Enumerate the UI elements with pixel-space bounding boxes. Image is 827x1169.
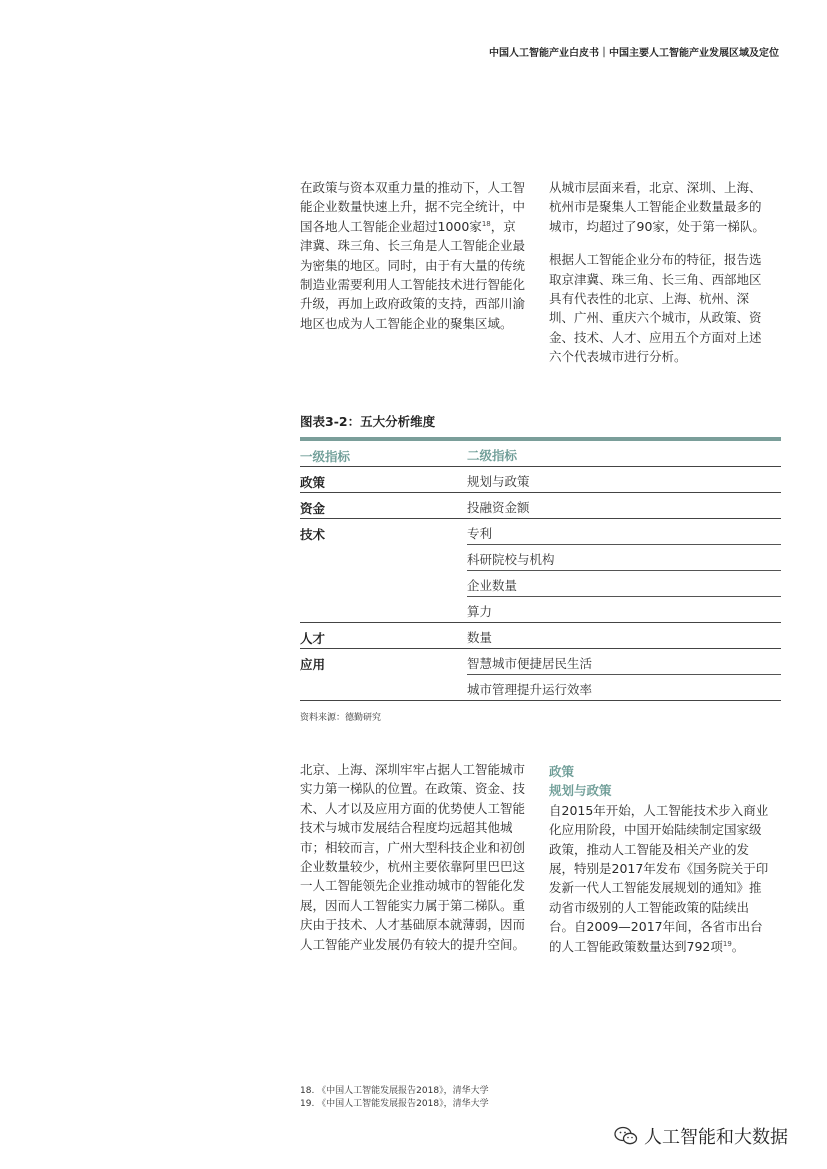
table-row [300, 467, 781, 493]
table-row [300, 493, 781, 519]
level2-cell: 算力 [467, 604, 493, 619]
intro-right-column [549, 178, 767, 367]
level2-text: 智慧城市便捷居民生活 [467, 656, 593, 671]
level2-cell [467, 571, 781, 597]
header-level1: 一级指标 [300, 449, 351, 464]
footnotes [300, 1085, 489, 1111]
level2-text: 专利 [467, 526, 493, 541]
policy-text-end: 。 [731, 938, 745, 954]
intro-text-part1: 在政策与资本双重力量的推动下，人工智能企业数量快速上升，据不完全统计，中国各地人工智能企业超过1000家 [300, 180, 526, 234]
level2-cell: 城市管理提升运行效率 [467, 682, 593, 697]
tier-analysis-paragraph: 北京、上海、深圳牢牢占据人工智能城市实力第一梯队的位置。在政策、资金、技术、人才以及应用方面的优势使人工智能技术与城市发展结合程度均远超其他城市；相较而言，广州大型科技企业和初创企业数量较少，杭州主要依靠阿里巴巴这一人工智能领先企业推动城市的智能化发展，因而人工智能实力属于第二梯队。重庆由于技术、人才基础原本就薄弱，因而人工智能产业发展仍有较大的提升空间。 [300, 762, 526, 952]
row-rule [300, 700, 781, 701]
table-row [300, 519, 781, 545]
footnote-19: 19. 《中国人工智能发展报告2018》，清华大学 [300, 1099, 489, 1109]
level1-cell: 政策 [300, 475, 326, 490]
dimensions-table [300, 441, 781, 701]
level2-cell: 投融资金额 [467, 500, 530, 515]
level1-cell: 技术 [300, 527, 326, 542]
level2-cell: 数量 [467, 630, 493, 645]
page-header: 中国人工智能产业白皮书｜中国主要人工智能产业发展区域及定位 [489, 48, 779, 59]
table-row [300, 545, 781, 571]
table-row [300, 597, 781, 623]
section-heading-policy: 政策 [549, 764, 575, 779]
report-scope-paragraph: 根据人工智能企业分布的特征，报告选取京津冀、珠三角、长三角、西部地区具有代表性的北京、上海、杭州、深圳、广州、重庆六个城市，从政策、资金、技术、人才、应用五个方面对上述六个代表城市进行分析。 [549, 252, 762, 365]
footnote-ref-19[interactable]: 19 [722, 939, 732, 948]
watermark-text: 人工智能和大数据 [644, 1127, 788, 1148]
level2-cell [467, 649, 781, 675]
policy-paragraph [549, 801, 769, 956]
city-level-paragraph: 从城市层面来看，北京、深圳、上海、杭州市是聚集人工智能企业数量最多的城市，均超过了90家，处于第一梯队。 [549, 180, 765, 234]
policy-right-column [549, 762, 769, 956]
table-row [300, 571, 781, 597]
policy-text: 自2015年开始，人工智能技术步入商业化应用阶段，中国开始陆续制定国家级政策，推动人工智能及相关产业的发展，特别是2017年发布《国务院关于印发新一代人工智能发展规划的通知》推动省市级别的人工智能政策的陆续出台。自2009—2017年间，各省市出台的人工智能政策数量达到792项 [549, 802, 769, 954]
level2-text: 企业数量 [467, 578, 518, 593]
subsection-heading-planning: 规划与政策 [549, 783, 612, 799]
footnote-18: 18. 《中国人工智能发展报告2018》，清华大学 [300, 1086, 489, 1096]
level2-cell [467, 545, 781, 571]
table-header-row [300, 441, 781, 467]
level2-cell: 规划与政策 [467, 474, 530, 489]
figure-source: 资料来源：德勤研究 [300, 713, 382, 723]
figure-title: 图表3-2：五大分析维度 [300, 414, 436, 429]
analysis-left-column [300, 760, 528, 954]
wechat-icon [614, 1125, 638, 1147]
intro-text-part2: ，京津冀、珠三角、长三角是人工智能企业最为密集的地区。同时，由于有大量的传统制造业需要利用人工智能技术进行智能化升级，再加上政府政策的支持，西部川渝地区也成为人工智能企业的聚集区域。 [300, 218, 526, 331]
level1-cell: 资金 [300, 501, 326, 516]
table-row [300, 649, 781, 675]
level2-cell [467, 519, 781, 545]
level2-text: 科研院校与机构 [467, 552, 555, 567]
header-level2: 二级指标 [467, 448, 518, 463]
intro-left-column [300, 178, 528, 333]
intro-paragraph [300, 178, 528, 333]
footnote-ref-18[interactable]: 18 [481, 219, 491, 228]
level1-cell: 应用 [300, 657, 326, 672]
wechat-watermark [614, 1123, 814, 1149]
table-row [300, 623, 781, 649]
table-row [300, 675, 781, 701]
level1-cell: 人才 [300, 631, 326, 646]
